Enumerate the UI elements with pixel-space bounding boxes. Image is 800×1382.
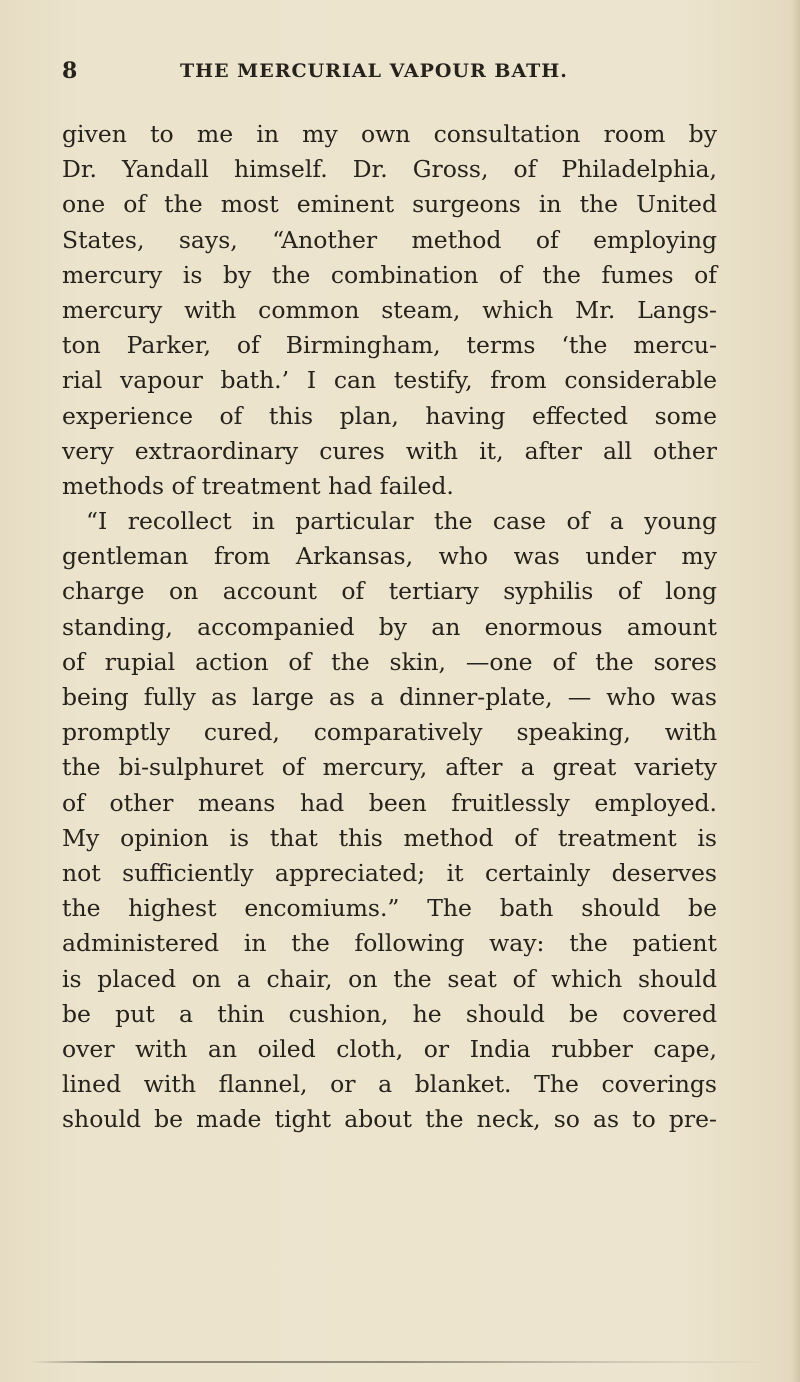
text-line: mercury is by the combination of the fumes of: [62, 260, 717, 289]
text-line: methods of treatment had failed.: [62, 471, 454, 500]
text-line: lined with flannel, or a blanket. The coverings: [62, 1070, 717, 1099]
text-line: Dr. Yandall himself. Dr. Gross, of Philadelphia,: [62, 155, 717, 184]
text-line: the bi-sulphuret of mercury, after a great variety: [62, 753, 717, 782]
text-line: My opinion is that this method of treatment is: [62, 823, 717, 852]
text-line: administered in the following way: the patient: [62, 929, 717, 958]
text-line: rial vapour bath.’ I can testify, from considerable: [62, 366, 717, 395]
text-line: should be made tight about the neck, so as to pre-: [62, 1105, 717, 1134]
text-line: mercury with common steam, which Mr. Langs-: [62, 295, 717, 324]
text-line: charge on account of tertiary syphilis of long: [62, 577, 717, 606]
text-line: very extraordinary cures with it, after all other: [62, 436, 717, 465]
text-line: of rupial action of the skin, —one of the sores: [62, 647, 717, 676]
text-line: ton Parker, of Birmingham, terms ‘the mercu-: [62, 331, 717, 360]
page-header: [62, 58, 762, 88]
text-line: of other means had been fruitlessly employed.: [62, 788, 717, 817]
page-number: 8: [62, 58, 78, 84]
text-line: gentleman from Arkansas, who was under my: [62, 542, 717, 571]
body-text: [62, 117, 717, 1137]
text-line: not sufficiently appreciated; it certainly deserves: [62, 858, 717, 887]
text-line: experience of this plan, having effected some: [62, 401, 717, 430]
text-line: one of the most eminent surgeons in the United: [62, 190, 717, 219]
text-line: standing, accompanied by an enormous amount: [62, 612, 717, 641]
running-head: THE MERCURIAL VAPOUR BATH.: [180, 60, 568, 82]
text-line: over with an oiled cloth, or India rubber cape,: [62, 1034, 717, 1063]
text-line: is placed on a chair, on the seat of which should: [62, 964, 717, 993]
text-line: States, says, “Another method of employing: [62, 225, 717, 254]
text-line: be put a thin cushion, he should be covered: [62, 999, 717, 1028]
bottom-edge-rule: [30, 1361, 770, 1363]
text-line: the highest encomiums.” The bath should be: [62, 894, 717, 923]
text-line: “I recollect in particular the case of a young: [86, 507, 717, 536]
text-line: being fully as large as a dinner-plate, — who was: [62, 683, 717, 711]
text-line: promptly cured, comparatively speaking, with: [62, 718, 717, 747]
text-line: given to me in my own consultation room by: [62, 120, 717, 148]
page-edge-shadow: [790, 0, 800, 1382]
